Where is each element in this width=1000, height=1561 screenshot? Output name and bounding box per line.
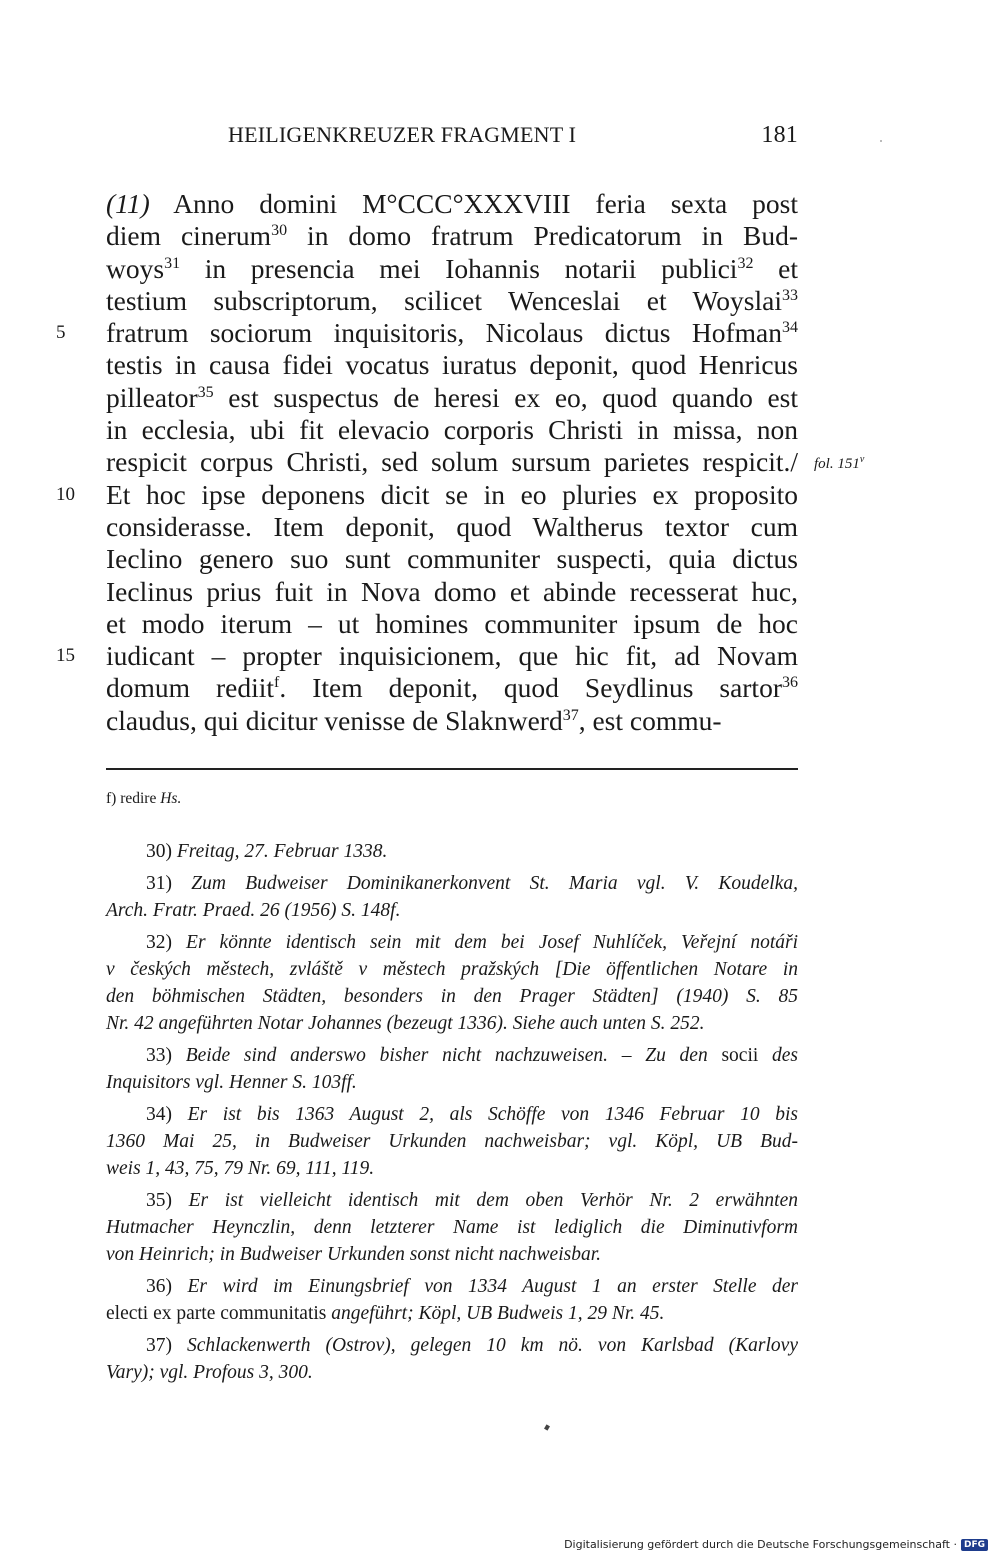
line-number: 5 xyxy=(56,322,66,344)
footnote-line: Arch. Fratr. Praed. 26 (1956) S. 148f. xyxy=(106,900,401,921)
text-line xyxy=(106,382,798,414)
text-line xyxy=(106,220,798,252)
footnote-line: weis 1, 43, 75, 79 Nr. 69, 111, 119. xyxy=(106,1158,375,1179)
text-critical-note: f) redire Hs. xyxy=(106,790,182,807)
footnote-line: electi ex parte communitatis angeführt; Köpl, UB Budweis 1, 29 Nr. 45. xyxy=(106,1303,665,1324)
text-line xyxy=(56,640,798,672)
text-line-content: domum rediit$^f$. Item deponit, quod Seydlinus sartor$^{36}$ xyxy=(106,672,798,704)
footnote-line: 1360 Mai 25, in Budweiser Urkunden nachweisbar; vgl. Köpl, UB Bud- xyxy=(106,1131,798,1152)
text-line-content: in ecclesia, ubi fit elevacio corporis Christi in missa, non xyxy=(106,414,798,446)
line-number: 15 xyxy=(56,645,75,667)
footnote-line: Nr. 42 angeführten Notar Johannes (bezeugt 1336). Siehe auch unten S. 252. xyxy=(106,1013,705,1034)
folio-margin-note: fol. 151$^v$ xyxy=(814,454,865,473)
footnote-line: 30) Freitag, 27. Februar 1338. xyxy=(146,841,388,862)
text-line-content: respicit corpus Christi, sed solum sursum parietes respicit./ xyxy=(106,446,798,478)
header-title: HEILIGENKREUZER FRAGMENT I xyxy=(228,122,577,147)
footnote-line: 36) Er wird im Einungsbrief von 1334 August 1 an erster Stelle der xyxy=(146,1276,798,1297)
footnote-line: Hutmacher Heynczlin, denn letzterer Name ist lediglich die Diminutivform xyxy=(106,1217,798,1238)
scan-speck xyxy=(880,140,882,142)
text-line xyxy=(106,576,798,608)
page-number: 181 xyxy=(761,122,798,148)
text-line xyxy=(106,511,798,543)
text-line-content: Ieclinus prius fuit in Nova domo et abinde recesserat huc, xyxy=(106,575,798,607)
text-line xyxy=(106,705,798,737)
main-text xyxy=(56,188,865,737)
text-line-content: diem cinerum$^{30}$ in domo fratrum Predicatorum in Bud- xyxy=(106,220,799,252)
footnote-line: 33) Beide sind anderswo bisher nicht nachzuweisen. – Zu den socii des xyxy=(146,1045,798,1066)
footnote-33 xyxy=(106,1042,798,1096)
text-line-content: woys$^{31}$ in presencia mei Iohannis notarii publici$^{32}$ et xyxy=(106,252,798,284)
footnote-line: den böhmischen Städten, besonders in den Prager Städten] (1940) S. 85 xyxy=(106,986,798,1007)
text-line-content: Et hoc ipse deponens dicit se in eo pluries ex proposito xyxy=(106,478,798,510)
text-line xyxy=(106,253,798,285)
text-line-content: claudus, qui dicitur venisse de Slaknwerd$^{37}$, est commu- xyxy=(106,704,722,736)
footnote-36 xyxy=(106,1273,798,1327)
footnote-line: Inquisitors vgl. Henner S. 103ff. xyxy=(106,1072,357,1093)
scan-mark xyxy=(544,1424,550,1430)
footnote-34 xyxy=(106,1101,798,1182)
footnote-line: v českých městech, zvláště v městech pražských [Die öffentlichen Notare in xyxy=(106,959,798,980)
text-line xyxy=(56,317,798,349)
footnote-37 xyxy=(106,1332,798,1386)
text-line xyxy=(106,608,798,640)
credit-text: Digitalisierung gefördert durch die Deutsche Forschungsgemeinschaft · xyxy=(564,1538,957,1551)
text-line-content: Ieclino genero suo sunt communiter suspecti, quia dictus xyxy=(106,543,798,575)
footnote-35 xyxy=(106,1187,798,1268)
text-line-content: (11) Anno domini M°CCC°XXXVIII feria sexta post xyxy=(106,188,798,219)
text-line xyxy=(106,672,798,704)
text-line xyxy=(106,188,798,220)
text-line xyxy=(106,543,798,575)
text-line-content: iudicant – propter inquisicionem, que hic fit, ad Novam xyxy=(106,640,798,672)
text-line xyxy=(56,478,798,511)
text-line-content: considerasse. Item deponit, quod Waltherus textor cum xyxy=(106,510,798,542)
running-header xyxy=(228,122,798,156)
footnote-31 xyxy=(106,870,798,924)
footnote-line: von Heinrich; in Budweiser Urkunden sonst nicht nachweisbar. xyxy=(106,1244,602,1265)
text-line xyxy=(106,414,798,446)
footnote-30 xyxy=(106,838,798,865)
text-line xyxy=(106,285,798,317)
text-line-content: testis in causa fidei vocatus iuratus deponit, quod Henricus xyxy=(106,349,798,381)
digitization-credit xyxy=(564,1538,988,1551)
footnote-line: 31) Zum Budweiser Dominikanerkonvent St. Maria vgl. V. Koudelka, xyxy=(146,873,799,894)
text-line-content: pilleator$^{35}$ est suspectus de heresi ex eo, quod quando est xyxy=(106,381,798,413)
text-line-content: et modo iterum – ut homines communiter ipsum de hoc xyxy=(106,607,798,639)
footnote-line: 32) Er könnte identisch sein mit dem bei Josef Nuhlíček, Veřejní notáři xyxy=(146,932,798,953)
footnote-32 xyxy=(106,929,798,1037)
text-line xyxy=(106,446,865,478)
dfg-logo: DFG xyxy=(961,1539,988,1551)
footnote-line: 37) Schlackenwerth (Ostrov), gelegen 10 km nö. von Karlsbad (Karlovy xyxy=(146,1335,798,1356)
footnote-rule xyxy=(106,768,798,770)
footnote-line: Vary); vgl. Profous 3, 300. xyxy=(106,1362,313,1383)
footnote-line: 34) Er ist bis 1363 August 2, als Schöffe von 1346 Februar 10 bis xyxy=(146,1104,798,1125)
text-line-content: testium subscriptorum, scilicet Wenceslai et Woyslai$^{33}$ xyxy=(106,284,798,316)
text-line-content: fratrum sociorum inquisitoris, Nicolaus dictus Hofman$^{34}$ xyxy=(106,317,798,349)
footnotes xyxy=(106,838,798,1391)
text-line xyxy=(106,349,798,381)
footnote-line: 35) Er ist vielleicht identisch mit dem oben Verhör Nr. 2 erwähnten xyxy=(146,1190,798,1211)
line-number: 10 xyxy=(56,483,75,505)
